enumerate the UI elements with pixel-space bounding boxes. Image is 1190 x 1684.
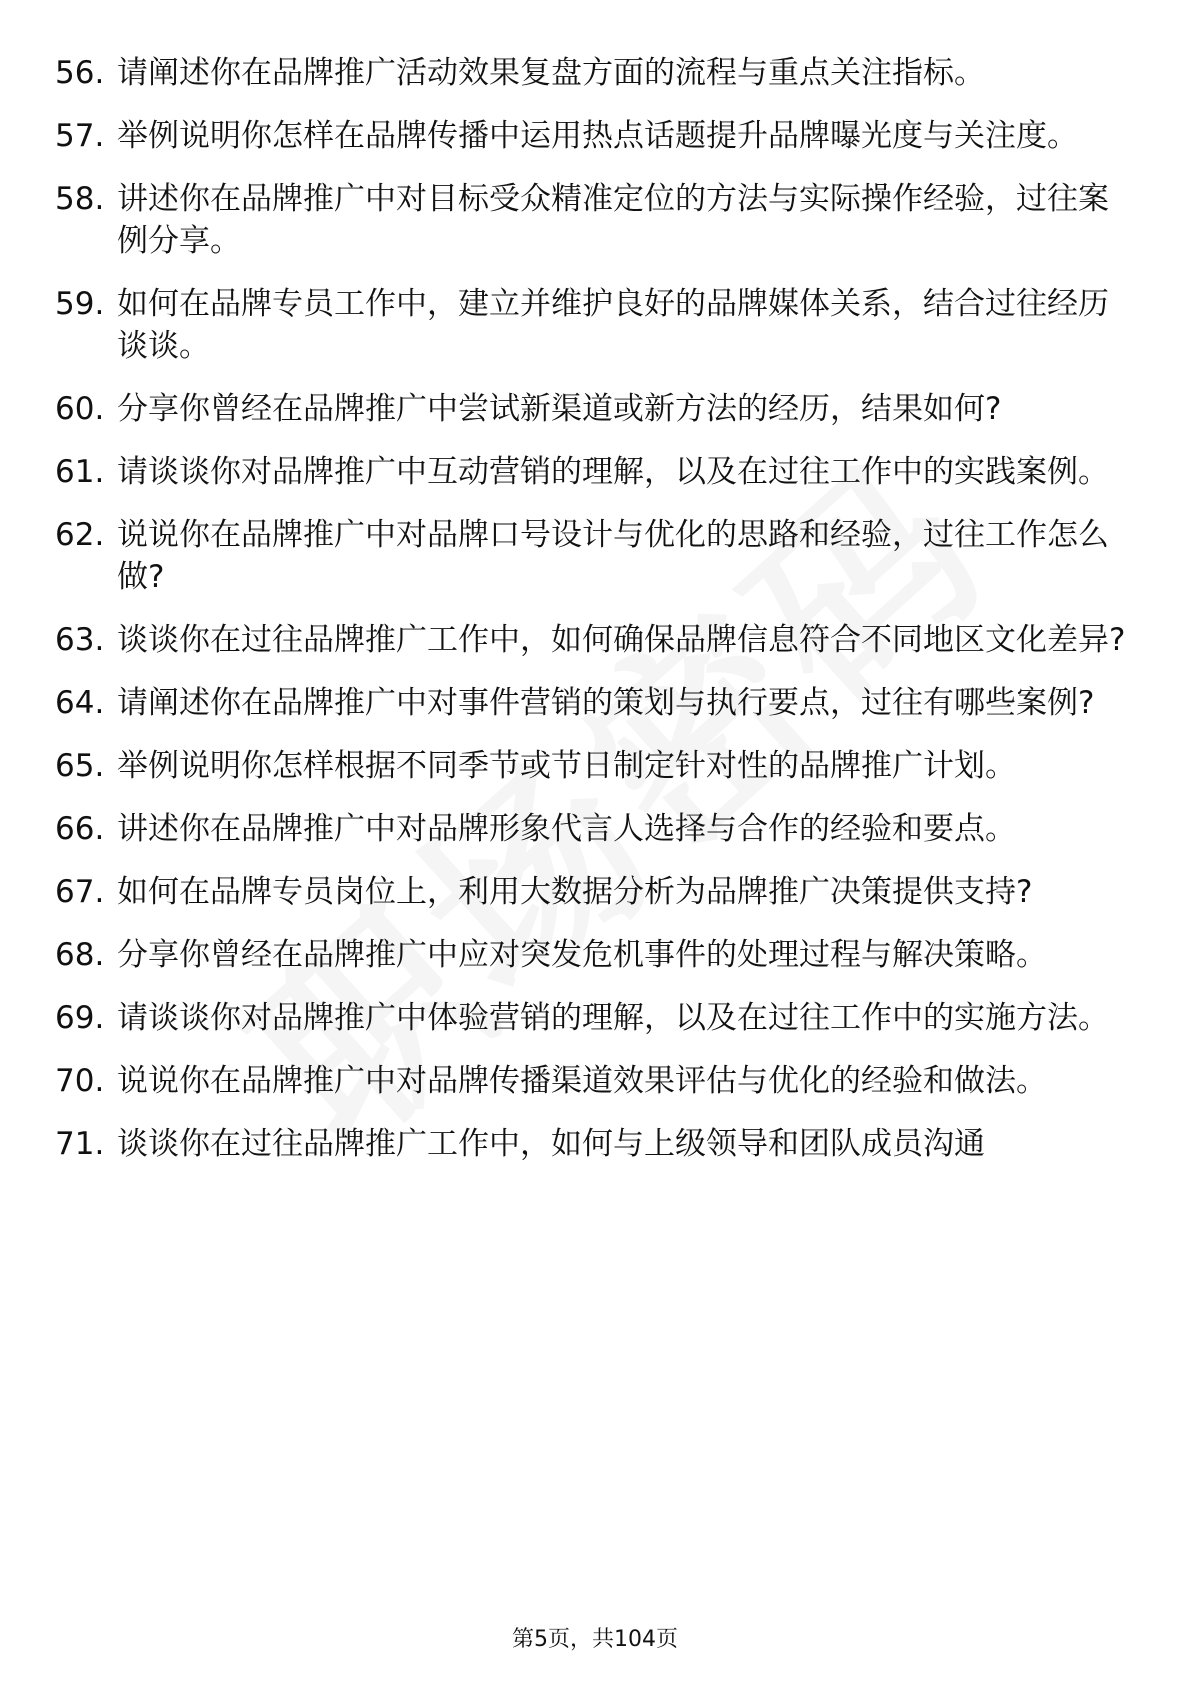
question-item: [55, 997, 1135, 1039]
question-item: [55, 871, 1135, 913]
question-item: [55, 808, 1135, 850]
question-number: 59.: [55, 286, 105, 322]
question-item: [55, 388, 1135, 430]
question-text: 请谈谈你对品牌推广中体验营销的理解，以及在过往工作中的实施方法。: [117, 1000, 1109, 1036]
question-item: [55, 178, 1135, 262]
question-number: 63.: [55, 622, 105, 658]
question-item: [55, 451, 1135, 493]
question-number: 70.: [55, 1063, 105, 1099]
question-text: 如何在品牌专员岗位上，利用大数据分析为品牌推广决策提供支持?: [117, 874, 1033, 910]
question-text: 分享你曾经在品牌推广中尝试新渠道或新方法的经历，结果如何?: [117, 391, 1002, 427]
question-item: [55, 619, 1135, 661]
question-item: [55, 115, 1135, 157]
question-number: 64.: [55, 685, 105, 721]
page-number-label: 第5页，共104页: [512, 1627, 678, 1652]
question-text: 请阐述你在品牌推广中对事件营销的策划与执行要点，过往有哪些案例?: [117, 685, 1095, 721]
question-item: [55, 682, 1135, 724]
question-number: 69.: [55, 1000, 105, 1036]
question-item: [55, 745, 1135, 787]
question-text: 谈谈你在过往品牌推广工作中，如何与上级领导和团队成员沟通: [117, 1126, 985, 1162]
question-number: 68.: [55, 937, 105, 973]
question-number: 61.: [55, 454, 105, 490]
question-number: 65.: [55, 748, 105, 784]
question-item: [55, 1060, 1135, 1102]
question-number: 71.: [55, 1126, 105, 1162]
question-text: 讲述你在品牌推广中对品牌形象代言人选择与合作的经验和要点。: [117, 811, 1016, 847]
question-number: 66.: [55, 811, 105, 847]
question-item: [55, 1123, 1135, 1165]
question-number: 57.: [55, 118, 105, 154]
question-item: [55, 283, 1135, 367]
question-text: 分享你曾经在品牌推广中应对突发危机事件的处理过程与解决策略。: [117, 937, 1047, 973]
question-item: [55, 52, 1135, 94]
question-text: 说说你在品牌推广中对品牌传播渠道效果评估与优化的经验和做法。: [117, 1063, 1047, 1099]
question-number: 67.: [55, 874, 105, 910]
question-text: 举例说明你怎样在品牌传播中运用热点话题提升品牌曝光度与关注度。: [117, 118, 1078, 154]
question-text: 举例说明你怎样根据不同季节或节日制定针对性的品牌推广计划。: [117, 748, 1016, 784]
question-text: 讲述你在品牌推广中对目标受众精准定位的方法与实际操作经验，过往案例分享。: [117, 181, 1109, 259]
question-text: 如何在品牌专员工作中，建立并维护良好的品牌媒体关系，结合过往经历谈谈。: [117, 286, 1109, 364]
page-footer: [0, 1625, 1190, 1655]
question-number: 56.: [55, 55, 105, 91]
question-number: 60.: [55, 391, 105, 427]
question-number: 62.: [55, 517, 105, 553]
question-text: 说说你在品牌推广中对品牌口号设计与优化的思路和经验，过往工作怎么做?: [117, 517, 1109, 595]
question-item: [55, 514, 1135, 598]
question-text: 请阐述你在品牌推广活动效果复盘方面的流程与重点关注指标。: [117, 55, 985, 91]
question-item: [55, 934, 1135, 976]
question-list: [55, 52, 1135, 1186]
question-text: 谈谈你在过往品牌推广工作中，如何确保品牌信息符合不同地区文化差异?: [117, 622, 1126, 658]
question-text: 请谈谈你对品牌推广中互动营销的理解，以及在过往工作中的实践案例。: [117, 454, 1109, 490]
question-number: 58.: [55, 181, 105, 217]
